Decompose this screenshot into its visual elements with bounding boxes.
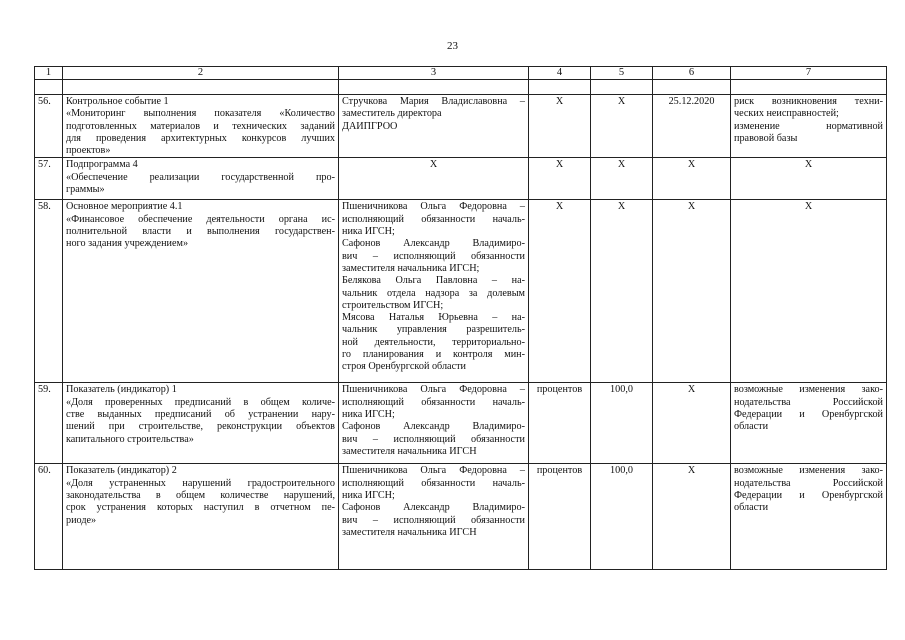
event-name-cell — [63, 383, 339, 464]
value-cell-c6: Х — [653, 464, 731, 570]
event-name-cell — [63, 200, 339, 383]
value-cell-c4: процентов — [529, 383, 591, 464]
spacer-cell — [731, 80, 887, 95]
text-line: строительством ИГСН; — [342, 299, 444, 311]
responsible-cell — [339, 464, 529, 570]
value-cell-c6: Х — [653, 383, 731, 464]
spacer-cell — [653, 80, 731, 95]
text-line: возможные изменения зако- — [734, 465, 883, 477]
text-line: Пшеничникова Ольга Федоровна – — [342, 465, 525, 477]
text-line: вич – исполняющий обязанности — [342, 514, 525, 526]
col-header-4: 4 — [529, 67, 591, 80]
text-line: Показатель (индикатор) 1 — [66, 384, 177, 396]
text-line: правовой базы — [734, 132, 798, 144]
row-number: 59. — [35, 383, 63, 464]
table-row — [35, 383, 887, 464]
event-name-cell — [63, 158, 339, 200]
text-line: «Финансовое обеспечение деятельности органа ис- — [66, 213, 335, 225]
text-line: «Обеспечение реализации государственной про- — [66, 171, 335, 183]
spacer-row — [35, 80, 887, 95]
text-line: нодательства Российской — [734, 396, 883, 408]
text-line: Контрольное событие 1 — [66, 96, 169, 107]
text-line: Подпрограмма 4 — [66, 159, 138, 171]
text-line: ческих неисправностей; — [734, 108, 839, 120]
risk-cell — [731, 383, 887, 464]
responsible-cell — [339, 95, 529, 158]
table-row — [35, 95, 887, 158]
text-line: риск возникновения техни- — [734, 96, 883, 107]
col-header-5: 5 — [591, 67, 653, 80]
text-line: изменение нормативной — [734, 120, 883, 132]
text-line: го планирования и контроля мин- — [342, 349, 525, 361]
text-line: Мясова Наталья Юрьевна – на- — [342, 312, 525, 324]
text-line: Стручкова Мария Владиславовна – — [342, 96, 525, 107]
text-line: Сафонов Александр Владимиро- — [342, 421, 525, 433]
header-row — [35, 67, 887, 80]
cross-mark: Х — [429, 159, 438, 171]
text-line: граммы» — [66, 184, 105, 196]
risk-cell — [731, 200, 887, 383]
event-name-cell — [63, 464, 339, 570]
text-line: законодательства в общем количестве нарушений, — [66, 490, 335, 502]
text-line: строя Оренбургской области — [342, 361, 467, 373]
row-number: 57. — [35, 158, 63, 200]
text-line: ника ИГСН; — [342, 226, 395, 238]
risk-cell — [731, 158, 887, 200]
text-line: заместителя начальника ИГСН — [342, 526, 477, 538]
text-line: ДАИПГРОО — [342, 120, 398, 132]
text-line: ника ИГСН; — [342, 409, 395, 421]
text-line: нодательства Российской — [734, 477, 883, 489]
text-line: Показатель (индикатор) 2 — [66, 465, 177, 477]
text-line: области — [734, 502, 769, 514]
text-line: для проведения архитектурных конкурсов лучших — [66, 132, 335, 144]
spacer-cell — [529, 80, 591, 95]
text-line: «Доля проверенных предписаний в общем количе- — [66, 396, 335, 408]
spacer-cell — [339, 80, 529, 95]
text-line: вич – исполняющий обязанности — [342, 433, 525, 445]
page-number: 23 — [447, 40, 458, 52]
col-header-1: 1 — [35, 67, 63, 80]
spacer-cell — [63, 80, 339, 95]
risk-cell — [731, 95, 887, 158]
responsible-cell — [339, 200, 529, 383]
text-line: «Доля устраненных нарушений градостроительного — [66, 477, 335, 489]
document-table — [34, 66, 887, 570]
col-header-6: 6 — [653, 67, 731, 80]
value-cell-c6: Х — [653, 158, 731, 200]
text-line: подготовленных материалов и технических заданий — [66, 120, 335, 132]
cross-mark: Х — [804, 201, 813, 213]
text-line: вич – исполняющий обязанности — [342, 250, 525, 262]
row-number: 58. — [35, 200, 63, 383]
text-line: Пшеничникова Ольга Федоровна – — [342, 201, 525, 213]
text-line: области — [734, 421, 769, 433]
text-line: шений при строительстве, реконструкции объектов — [66, 421, 335, 433]
row-number: 60. — [35, 464, 63, 570]
col-header-2: 2 — [63, 67, 339, 80]
event-name-cell — [63, 95, 339, 158]
value-cell-c5: Х — [591, 200, 653, 383]
text-line: Пшеничникова Ольга Федоровна – — [342, 384, 525, 396]
table-row — [35, 464, 887, 570]
value-cell-c5: Х — [591, 95, 653, 158]
value-cell-c4: Х — [529, 95, 591, 158]
value-cell-c4: Х — [529, 158, 591, 200]
value-cell-c5: Х — [591, 158, 653, 200]
text-line: ного задания учреждением» — [66, 238, 189, 250]
text-line: возможные изменения зако- — [734, 384, 883, 396]
spacer-cell — [591, 80, 653, 95]
text-line: ника ИГСН; — [342, 490, 395, 502]
risk-cell — [731, 464, 887, 570]
text-line: исполняющий обязанности началь- — [342, 213, 525, 225]
text-line: заместителя начальника ИГСН; — [342, 262, 480, 274]
text-line: заместитель директора — [342, 108, 442, 120]
text-line: риоде» — [66, 514, 97, 526]
text-line: «Мониторинг выполнения показателя «Количество — [66, 108, 335, 120]
text-line: Сафонов Александр Владимиро- — [342, 502, 525, 514]
col-header-3: 3 — [339, 67, 529, 80]
text-line: Сафонов Александр Владимиро- — [342, 238, 525, 250]
text-line: Федерации и Оренбургской — [734, 490, 883, 502]
value-cell-c6: Х — [653, 200, 731, 383]
text-line: Федерации и Оренбургской — [734, 409, 883, 421]
text-line: полнительной власти и выполнения государствен- — [66, 226, 335, 238]
text-line: исполняющий обязанности началь- — [342, 477, 525, 489]
text-line: чальник управления разрешитель- — [342, 324, 525, 336]
text-line: исполняющий обязанности началь- — [342, 396, 525, 408]
text-line: заместителя начальника ИГСН — [342, 445, 477, 457]
value-cell-c6: 25.12.2020 — [653, 95, 731, 158]
value-cell-c4: процентов — [529, 464, 591, 570]
table-row — [35, 200, 887, 383]
value-cell-c5: 100,0 — [591, 383, 653, 464]
responsible-cell — [339, 158, 529, 200]
text-line: капитального строительства» — [66, 433, 194, 445]
text-line: Основное мероприятие 4.1 — [66, 201, 183, 213]
text-line: стве выданных предписаний об устранении нару- — [66, 409, 335, 421]
row-number: 56. — [35, 95, 63, 158]
text-line: проектов» — [66, 145, 111, 157]
value-cell-c5: 100,0 — [591, 464, 653, 570]
responsible-cell — [339, 383, 529, 464]
text-line: ной деятельности, территориально- — [342, 336, 525, 348]
cross-mark: Х — [804, 159, 813, 171]
col-header-7: 7 — [731, 67, 887, 80]
text-line: Белякова Ольга Павловна – на- — [342, 275, 525, 287]
spacer-cell — [35, 80, 63, 95]
value-cell-c4: Х — [529, 200, 591, 383]
table-row — [35, 158, 887, 200]
text-line: срок устранения которых наступил в отчетном пе- — [66, 502, 335, 514]
text-line: чальник отдела надзора за долевым — [342, 287, 525, 299]
